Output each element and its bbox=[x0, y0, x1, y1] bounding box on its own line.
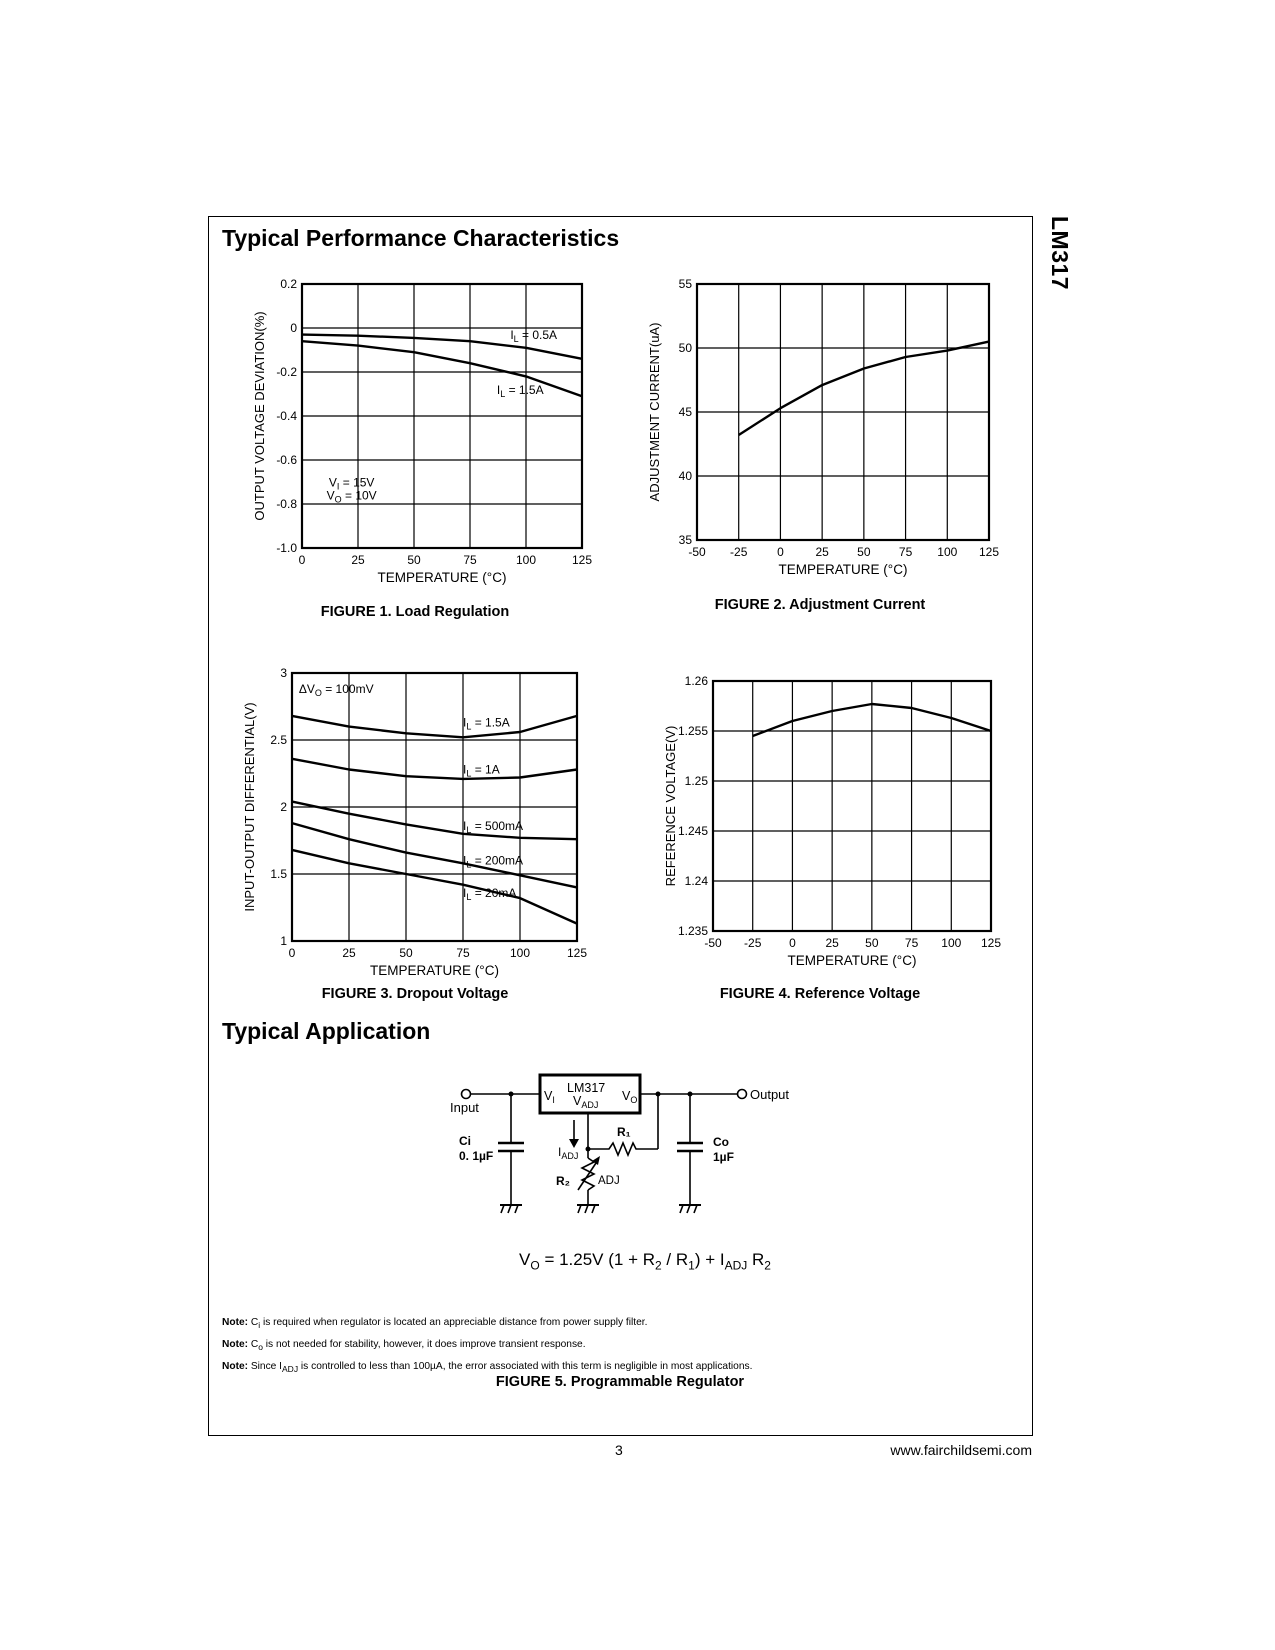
y-axis-title: INPUT-OUTPUT DIFFERENTIAL(V) bbox=[242, 702, 257, 912]
curve-annotation: $I_L = 1.5A$ bbox=[496, 383, 544, 399]
figure-3-caption: FIGURE 3. Dropout Voltage bbox=[321, 986, 509, 1002]
x-tick-label: 50 bbox=[857, 545, 871, 559]
curve-annotation: $V_O = 10V$ bbox=[326, 488, 377, 505]
figure-4-caption: FIGURE 4. Reference Voltage bbox=[719, 986, 921, 1002]
ci-name: Ci bbox=[459, 1134, 471, 1148]
x-tick-label: 125 bbox=[980, 936, 1002, 950]
figure-1-caption: FIGURE 1. Load Regulation bbox=[320, 604, 510, 620]
y-tick-label: 50 bbox=[678, 341, 692, 355]
x-tick-label: 100 bbox=[515, 553, 537, 567]
x-tick-label: 50 bbox=[399, 946, 413, 960]
y-tick-label: 55 bbox=[678, 277, 692, 291]
website-url: www.fairchildsemi.com bbox=[890, 1442, 1032, 1458]
x-tick-label: 25 bbox=[815, 545, 829, 559]
y-tick-label: -0.6 bbox=[276, 453, 297, 467]
y-tick-label: 1.255 bbox=[677, 724, 708, 738]
x-tick-label: 0 bbox=[777, 545, 784, 559]
curve-annotation: $I_L = 20mA$ bbox=[463, 885, 517, 902]
x-tick-label: 25 bbox=[351, 553, 365, 567]
curve-annotation: $I_L = 200mA$ bbox=[463, 853, 524, 870]
x-axis-title: TEMPERATURE (°C) bbox=[787, 953, 917, 968]
note-iadj: Note: Since $I_{ADJ}$ is controlled to less than 100µA, the error associated with this term is negligible in most applications. bbox=[222, 1361, 753, 1375]
ic-name-label: LM317 bbox=[567, 1081, 606, 1095]
y-tick-label: 1.245 bbox=[677, 824, 708, 838]
y-tick-label: 40 bbox=[678, 469, 692, 483]
r2-label: R₂ bbox=[556, 1174, 570, 1188]
input-label: Input bbox=[450, 1100, 479, 1115]
curve-annotation: $I_L = 0.5A$ bbox=[510, 328, 558, 344]
x-tick-label: 100 bbox=[937, 545, 958, 559]
x-axis-title: TEMPERATURE (°C) bbox=[370, 963, 499, 978]
figure-2-caption: FIGURE 2. Adjustment Current bbox=[714, 597, 926, 613]
output-label: Output bbox=[750, 1087, 790, 1102]
output-voltage-formula: $V_O = 1.25V$ $(1 + R_2 / R_1) + I_{ADJ}$ $R_2$ bbox=[519, 1250, 771, 1273]
part-number-tag: LM317 bbox=[1047, 216, 1073, 291]
curve-annotation: $V_I = 15V$ bbox=[328, 475, 375, 492]
y-axis-title: REFERENCE VOLTAGE(V) bbox=[663, 725, 678, 887]
section-title-performance: Typical Performance Characteristics bbox=[222, 225, 620, 251]
pin-vo-label: $V_O$ bbox=[622, 1089, 638, 1105]
ci-value: 0. 1µF bbox=[459, 1149, 494, 1163]
y-tick-label: 35 bbox=[678, 533, 692, 547]
resistor-r1 bbox=[588, 1143, 640, 1155]
x-tick-label: 125 bbox=[566, 946, 588, 960]
y-tick-label: -0.8 bbox=[276, 497, 297, 511]
y-tick-label: 1.26 bbox=[684, 674, 708, 688]
note-ci: Note: $C_i$ is required when regulator is located an appreciable distance from power supply filter. bbox=[222, 1317, 648, 1331]
x-tick-label: 100 bbox=[509, 946, 531, 960]
x-axis-title: TEMPERATURE (°C) bbox=[778, 562, 908, 577]
x-tick-label: 125 bbox=[571, 553, 593, 567]
co-value: 1µF bbox=[713, 1150, 734, 1164]
y-tick-label: 0 bbox=[290, 321, 297, 335]
y-tick-label: 0.2 bbox=[280, 277, 297, 291]
co-name: Co bbox=[713, 1135, 729, 1149]
x-tick-label: -50 bbox=[704, 936, 722, 950]
x-tick-label: 25 bbox=[342, 946, 356, 960]
x-tick-label: -25 bbox=[744, 936, 762, 950]
x-tick-label: -25 bbox=[730, 545, 748, 559]
y-tick-label: 1.25 bbox=[684, 774, 708, 788]
figure-5-caption: FIGURE 5. Programmable Regulator bbox=[495, 1374, 745, 1390]
note-co: Note: $C_o$ is not needed for stability, however, it does improve transient response. bbox=[222, 1339, 586, 1353]
y-axis-title: OUTPUT VOLTAGE DEVIATION(%) bbox=[252, 311, 267, 521]
x-tick-label: 50 bbox=[865, 936, 879, 950]
y-tick-label: 2.5 bbox=[270, 733, 287, 747]
output-terminal bbox=[738, 1090, 747, 1099]
x-tick-label: 0 bbox=[789, 936, 796, 950]
iadj-label: $I_{ADJ}$ bbox=[558, 1145, 579, 1161]
x-tick-label: 0 bbox=[288, 946, 296, 960]
r1-label: R₁ bbox=[617, 1125, 631, 1139]
y-tick-label: 1.24 bbox=[684, 874, 708, 888]
y-tick-label: 3 bbox=[280, 666, 287, 680]
y-tick-label: -0.2 bbox=[276, 365, 297, 379]
curve-annotation: $\Delta V_O = 100mV$ bbox=[298, 682, 374, 699]
y-tick-label: 1.5 bbox=[270, 867, 287, 881]
x-tick-label: 100 bbox=[941, 936, 962, 950]
adj-label: ADJ bbox=[598, 1175, 620, 1187]
y-tick-label: 45 bbox=[678, 405, 692, 419]
x-tick-label: 75 bbox=[898, 545, 913, 559]
notes-block bbox=[222, 1313, 1012, 1379]
y-tick-label: -0.4 bbox=[276, 409, 297, 423]
y-tick-label: 1.235 bbox=[677, 924, 708, 938]
x-tick-label: 0 bbox=[298, 553, 306, 567]
x-tick-label: 125 bbox=[978, 545, 1000, 559]
section-title-application: Typical Application bbox=[222, 1018, 431, 1044]
y-tick-label: 2 bbox=[280, 800, 287, 814]
y-tick-label: -1.0 bbox=[276, 541, 297, 555]
x-axis-title: TEMPERATURE (°C) bbox=[377, 570, 507, 585]
x-tick-label: 75 bbox=[456, 946, 470, 960]
pin-adj-label: $V_{ADJ}$ bbox=[573, 1094, 599, 1110]
y-tick-label: 1 bbox=[280, 934, 287, 948]
curve-annotation: $I_L = 1A$ bbox=[463, 762, 500, 779]
page-number: 3 bbox=[615, 1442, 623, 1458]
x-tick-label: 50 bbox=[407, 553, 421, 567]
pin-vi-label: $V_I$ bbox=[544, 1089, 555, 1105]
x-tick-label: -50 bbox=[688, 545, 706, 559]
y-axis-title: ADJUSTMENT CURRENT(uA) bbox=[647, 322, 662, 502]
x-tick-label: 75 bbox=[463, 553, 477, 567]
curve-annotation: $I_L = 1.5A$ bbox=[463, 715, 510, 732]
x-tick-label: 25 bbox=[825, 936, 839, 950]
x-tick-label: 75 bbox=[904, 936, 919, 950]
curve-annotation: $I_L = 500mA$ bbox=[463, 818, 524, 835]
input-terminal bbox=[462, 1090, 471, 1099]
